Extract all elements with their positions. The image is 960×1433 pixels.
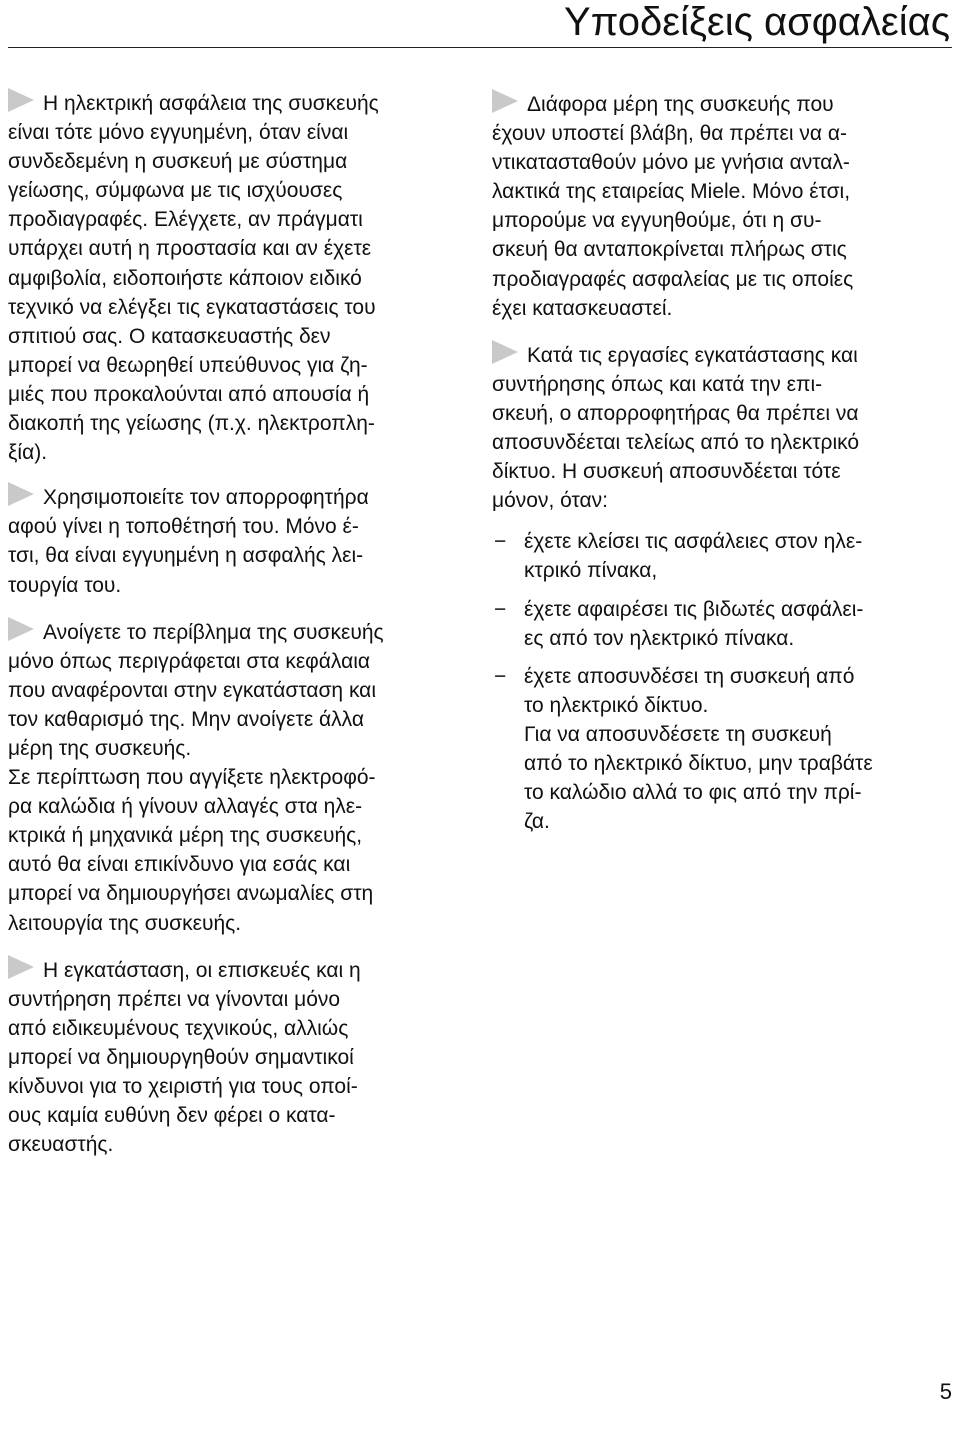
arrow-bullet-icon [8, 955, 34, 979]
warning-open-housing: Ανοίγετε το περίβλημα της συσκευής μόνο όπως περιγράφεται στα κεφάλαια που αναφέρονται στην εγκατάσταση και τον καθαρισμό της. Μην ανοίγετε άλλα μέρη της συσκευής. Σε περίπτωση που αγγίξετε ηλεκτροφό- ρα καλώδια ή γίνουν αλλαγές στα ηλε- κτρικά ή μηχανικά μέρη της συσκευής, αυτό θα είναι επικίνδυνο για εσάς και μπορεί να δημιουργήσει ανωμαλίες στη λειτουργία της συσκευής. [8, 617, 468, 938]
page-title: Υποδείξεις ασφαλείας [564, 0, 950, 44]
arrow-bullet-icon [8, 617, 34, 641]
left-column [8, 88, 468, 1159]
warning-disconnect-power: Κατά τις εργασίες εγκατάστασης και συντήρησης όπως και κατά την επι- σκευή, ο απορροφητήρας θα πρέπει να αποσυνδέεται τελείως από το ηλεκτρικό δίκτυο. Η συσκευή αποσυνδέεται τότε μόνον, όταν: [492, 340, 952, 516]
dash-bullet: − [494, 530, 507, 554]
warning-qualified-technicians: Η εγκατάσταση, οι επισκευές και η συντήρηση πρέπει να γίνονται μόνο από ειδικευμένους τεχνικούς, αλλιώς μπορεί να δημιουργηθούν σημαντικοί κίνδυνοι για το χειριστή για τους οποί- ους καμία ευθύνη δεν φέρει ο κατα- σκευαστής. [8, 955, 468, 1160]
right-column [492, 89, 952, 836]
warning-spare-parts: Διάφορα μέρη της συσκευής που έχουν υποστεί βλάβη, θα πρέπει να α- ντικατασταθούν μόνο με γνήσια ανταλ- λακτικά της εταιρείας Miele. Μόνο έτσι, μπορούμε να εγγυηθούμε, ότι η συ- σκευή θα ανταποκρίνεται πλήρως στις προδιαγραφές ασφαλείας με τις οποίες έχει κατασκευαστεί. [492, 89, 952, 323]
arrow-bullet-icon [8, 88, 34, 112]
warning-use-after-install: Χρησιμοποιείτε τον απορροφητήρα αφού γίνει η τοποθέτησή του. Μόνο έ- τσι, θα είναι εγγυημένη η ασφαλής λει- τουργία του. [8, 482, 468, 599]
dash-item-fuses-off: − έχετε κλείσει τις ασφάλειες στον ηλε- κτρικό πίνακα, [492, 527, 952, 585]
page-number: 5 [939, 1379, 952, 1404]
warning-grounding: Η ηλεκτρική ασφάλεια της συσκευής είναι τότε μόνο εγγυημένη, όταν είναι συνδεδεμένη η συσκευή με σύστημα γείωσης, σύμφωνα με τις ισχύουσες προδιαγραφές. Ελέγχετε, αν πράγματι υπάρχει αυτή η προστασία και αν έχετε αμφιβολία, ειδοποιήστε κάποιον ειδικό τεχνικό να ελέγξει τις εγκαταστάσεις του σπιτιού σας. Ο κατασκευαστής δεν μπορεί να θεωρηθεί υπεύθυνος για ζη- μιές που προκαλούνται από απουσία ή διακοπή της γείωσης (π.χ. ηλεκτροπλη- ξία). [8, 88, 468, 467]
dash-item-fuses-removed: − έχετε αφαιρέσει τις βιδωτές ασφάλει- ες από τον ηλεκτρικό πίνακα. [492, 595, 952, 653]
arrow-bullet-icon [492, 340, 518, 364]
arrow-bullet-icon [492, 89, 518, 113]
header-divider [8, 47, 952, 48]
dash-item-unplugged: − έχετε αποσυνδέσει τη συσκευή από το ηλεκτρικό δίκτυο. Για να αποσυνδέσετε τη συσκευή από το ηλεκτρικό δίκτυο, μην τραβάτε το καλώδιο αλλά το φις από την πρί- ζα. [492, 662, 952, 837]
dash-bullet: − [494, 597, 507, 621]
dash-bullet: − [494, 664, 507, 688]
arrow-bullet-icon [8, 482, 34, 506]
